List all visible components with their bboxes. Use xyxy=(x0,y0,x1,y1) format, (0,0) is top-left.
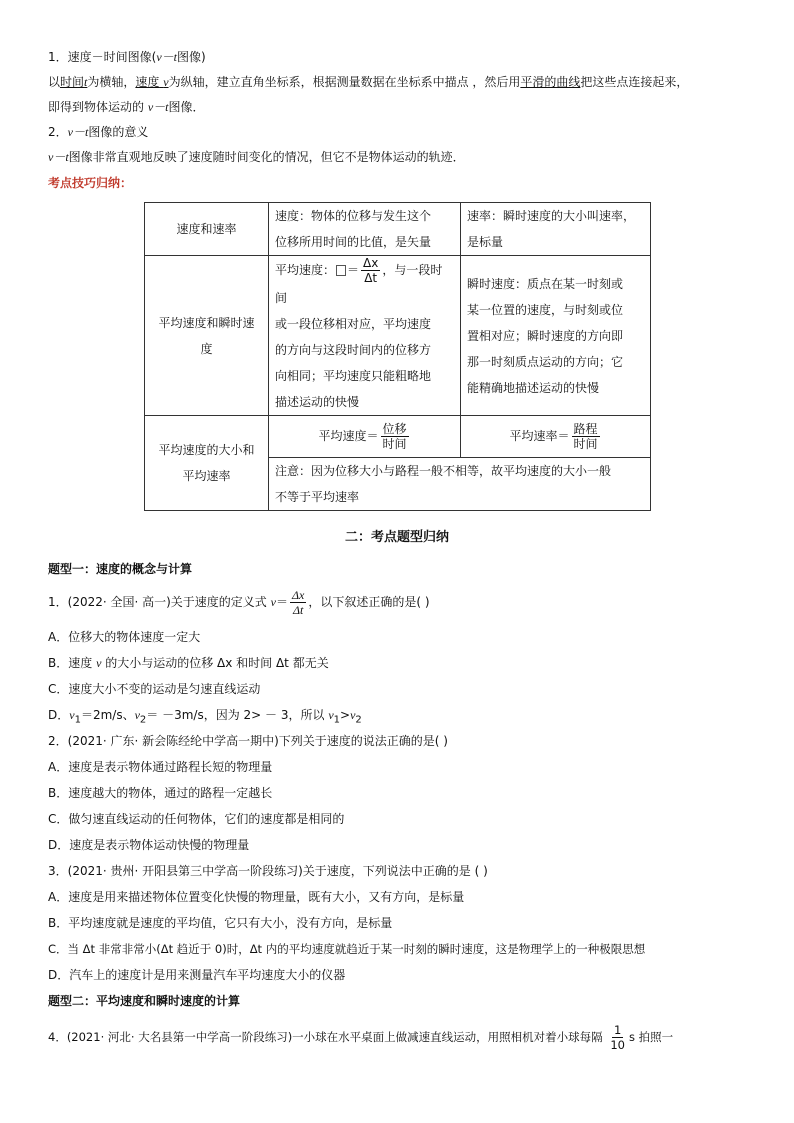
q2-option-a: A．速度是表示物体通过路程长短的物理量 xyxy=(48,760,273,774)
question-2-stem: 2．(2021· 广东· 新会陈经纶中学高一期中)下列关于速度的说法正确的是( ) xyxy=(48,734,448,748)
q1-option-b: B．速度 v 的大小与运动的位移 Δx 和时间 Δt 都无关 xyxy=(48,656,329,670)
cell-velocity-def: 速度：物体的位移与发生这个 位移所用时间的比值，是矢量 xyxy=(269,203,461,256)
section-title: 二：考点题型归纳 xyxy=(344,530,449,545)
q3-option-a: A．速度是用来描述物体位置变化快慢的物理量，既有大小，又有方向，是标量 xyxy=(48,890,465,904)
cell-inst-velocity: 瞬时速度：质点在某一时刻或 某一位置的速度，与时刻或位 置相对应；瞬时速度的方向即 那一时刻质点运动的方向；它 能精确地描述运动的快慢 xyxy=(461,256,651,416)
cell-speed-def: 速率：瞬时速度的大小叫速率， 是标量 xyxy=(461,203,651,256)
table-row xyxy=(145,416,651,458)
q3-option-d: D．汽车上的速度计是用来测量汽车平均速度大小的仪器 xyxy=(48,968,346,982)
cell-note: 注意：因为位移大小与路程一般不相等，故平均速度的大小一般 不等于平均速率 xyxy=(269,458,651,511)
row-label-speed-rate: 速度和速率 xyxy=(145,203,269,256)
q2-option-c: C．做匀速直线运动的任何物体，它们的速度都是相同的 xyxy=(48,812,345,826)
question-1-stem: 1．(2022· 全国· 高一)关于速度的定义式 v＝ $\frac{\Delta x}{\Delta t}$ ，以下叙述正确的是( ) xyxy=(48,588,430,617)
cell-avg-velocity-formula: 平均速度＝ $\frac{\text{位移}}{\text{时间}}$ xyxy=(269,416,461,458)
vbar-symbol-icon xyxy=(336,265,346,276)
summary-table xyxy=(144,202,651,511)
q1-option-c: C．速度大小不变的运动是匀速直线运动 xyxy=(48,682,261,696)
paragraph-vt-construction-line2: 即得到物体运动的 v－t图像． xyxy=(48,100,205,114)
q3-option-c: C．当 Δt 非常非常小(Δt 趋近于 0)时，Δt 内的平均速度就趋近于某一时刻的瞬时速度，这是物理学上的一种极限思想 xyxy=(48,942,646,956)
tips-title: 考点技巧归纳： xyxy=(48,176,133,190)
question-4-stem: 4．(2021· 河北· 大名县第一中学高一阶段练习)一小球在水平桌面上做减速直线运动，用照相机对着小球每隔 $\frac{1}{10}$ s 拍照一 xyxy=(48,1023,674,1052)
type1-title: 题型一：速度的概念与计算 xyxy=(48,562,193,576)
row-label-avg-magnitude: 平均速度的大小和 平均速率 xyxy=(145,416,269,511)
underlined-curve: 平滑的曲线 xyxy=(520,75,581,89)
heading-vt-meaning: 2．v－t图像的意义 xyxy=(48,125,149,139)
row-label-avg-inst: 平均速度和瞬时速 度 xyxy=(145,256,269,416)
q2-option-d: D．速度是表示物体运动快慢的物理量 xyxy=(48,838,250,852)
question-3-stem: 3．(2021· 贵州· 开阳县第三中学高一阶段练习)关于速度，下列说法中正确的是 ( ) xyxy=(48,864,488,878)
q2-option-b: B．速度越大的物体，通过的路程一定越长 xyxy=(48,786,273,800)
type2-title: 题型二：平均速度和瞬时速度的计算 xyxy=(48,994,241,1008)
fraction-1-10: $\frac{1}{10}$ xyxy=(610,1023,625,1052)
table-row xyxy=(145,256,651,416)
underlined-speed: 速度 v xyxy=(135,75,169,89)
underlined-time: 时间t xyxy=(60,75,88,89)
table-row xyxy=(145,203,651,256)
fraction-dx-dt: $\frac{\Delta x}{\Delta t}$ xyxy=(363,256,379,285)
fraction-dx-dt: $\frac{\Delta x}{\Delta t}$ xyxy=(291,588,305,617)
q1-option-d: D．$v_1=2m/s$、$v_2= -3m/s$，因为 2> － 3，所以 $v_1>v_2$ xyxy=(48,708,362,726)
q1-option-a: A．位移大的物体速度一定大 xyxy=(48,630,201,644)
q3-option-b: B．平均速度就是速度的平均值，它只有大小，没有方向，是标量 xyxy=(48,916,393,930)
cell-avg-speed-formula: 平均速率＝ $\frac{\text{路程}}{\text{时间}}$ xyxy=(461,416,651,458)
paragraph-vt-meaning: v－t图像非常直观地反映了速度随时间变化的情况，但它不是物体运动的轨迹． xyxy=(48,150,465,164)
paragraph-vt-construction: 以时间t为横轴，速度 v为纵轴，建立直角坐标系，根据测量数据在坐标系中描点 ，然后用平滑的曲线把这些点连接起来， xyxy=(48,75,689,89)
heading-vt-graph: 1．速度－时间图像(v－t图像) xyxy=(48,50,206,64)
cell-avg-velocity: 平均速度： ＝ $\frac{\Delta x}{\Delta t}$ ，与一段时间 或一段位移相对应，平均速度 的方向与这段时间内的位移方 向相同；平均速度只能粗略地 描述运动的快慢 xyxy=(269,256,461,416)
